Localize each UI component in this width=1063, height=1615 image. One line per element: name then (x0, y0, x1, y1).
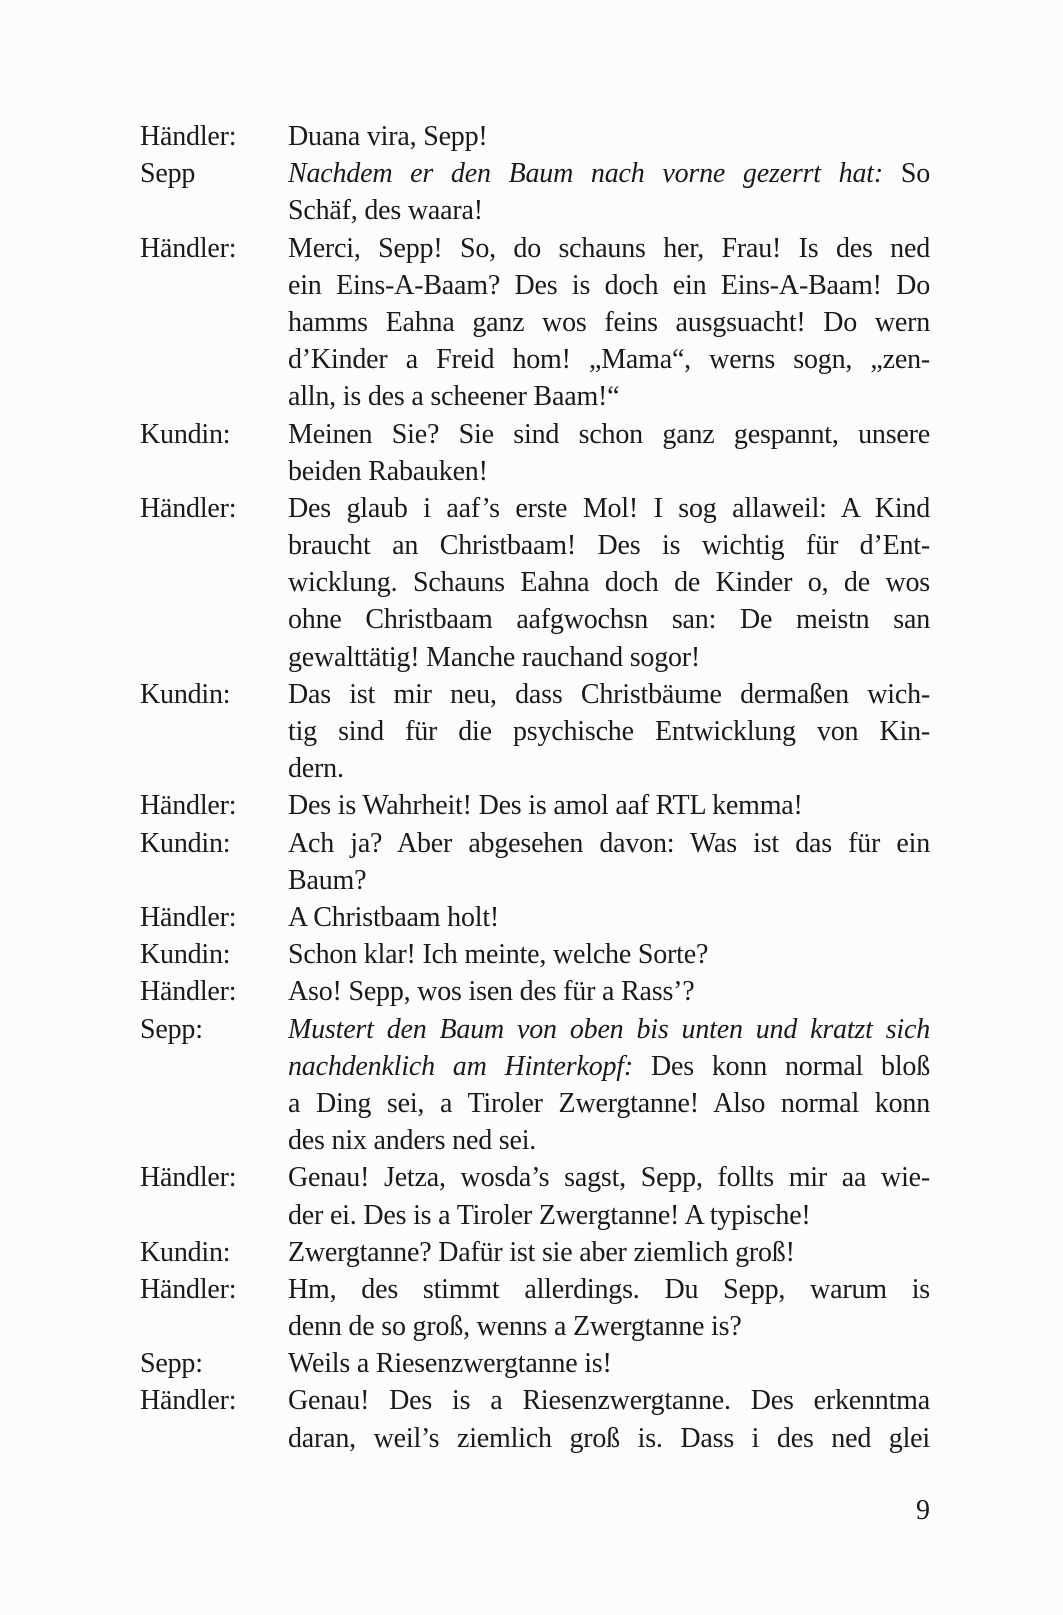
page-number: 9 (916, 1495, 930, 1526)
speech-text (288, 676, 930, 788)
dialogue-entry (140, 230, 930, 416)
text-line (288, 862, 930, 899)
dialogue-segment: ein Eins-A-Baam? Des is doch ein Eins-A-Baam! Do (288, 269, 930, 301)
dialogue-segment: a Ding sei, a Tiroler Zwergtanne! Also normal konn (288, 1087, 930, 1119)
dialogue-entry (140, 1345, 930, 1382)
dialogue-entry (140, 936, 930, 973)
dialogue-segment: denn de so groß, wenns a Zwergtanne is? (288, 1311, 742, 1343)
stage-direction: Nachdem er den Baum nach vorne gezerrt hat: (288, 158, 883, 190)
speaker-label: Händler: (140, 901, 237, 933)
dialogue-segment: beiden Rabauken! (288, 455, 488, 487)
dialogue-segment: Des is Wahrheit! Des is amol aaf RTL kemma! (288, 790, 803, 822)
text-line (288, 118, 930, 155)
text-line (288, 1271, 930, 1308)
speaker-label: Sepp (140, 158, 196, 190)
dialogue-segment: Hm, des stimmt allerdings. Du Sepp, warum is (288, 1273, 930, 1305)
text-line (288, 1011, 930, 1048)
speech-text (288, 825, 930, 899)
text-line (288, 1122, 930, 1159)
dialogue-segment: alln, is des a scheener Baam!“ (288, 381, 620, 413)
text-line (288, 750, 930, 787)
text-line (288, 973, 930, 1010)
speaker-label: Kundin: (140, 939, 231, 971)
speech-text (288, 416, 930, 490)
speech-text (288, 1271, 930, 1345)
speaker-label: Händler: (140, 492, 237, 524)
text-line (288, 1048, 930, 1085)
dialogue-segment: Aso! Sepp, wos isen des für a Rass’? (288, 976, 695, 1008)
dialogue-segment: Weils a Riesenzwergtanne is! (288, 1348, 612, 1380)
text-line (288, 1345, 930, 1382)
dialogue-segment: der ei. Des is a Tiroler Zwergtanne! A typische! (288, 1199, 811, 1231)
dialogue-segment: d’Kinder a Freid hom! „Mama“, werns sogn, „zen- (288, 344, 930, 376)
dialogue-entry (140, 973, 930, 1010)
speaker-label: Händler: (140, 1385, 237, 1417)
dialogue-entry (140, 1234, 930, 1271)
dialogue-segment: Genau! Des is a Riesenzwergtanne. Des erkenntma (288, 1385, 930, 1417)
text-line (288, 453, 930, 490)
dialogue-entry (140, 118, 930, 155)
dialogue-segment: Genau! Jetza, wosda’s sagst, Sepp, follts mir aa wie- (288, 1162, 930, 1194)
dialogue-segment: Schäf, des waara! (288, 195, 483, 227)
speaker-label: Händler: (140, 976, 237, 1008)
text-line (288, 304, 930, 341)
speaker-label: Händler: (140, 232, 237, 264)
speaker-label: Händler: (140, 1273, 237, 1305)
dialogue-entry (140, 825, 930, 899)
text-line (288, 416, 930, 453)
speech-text (288, 155, 930, 229)
text-line (288, 601, 930, 638)
dialogue-segment: Des glaub i aaf’s erste Mol! I sog allaweil: A Kind (288, 492, 930, 524)
dialogue-segment: Duana vira, Sepp! (288, 121, 488, 152)
dialogue-segment: braucht an Christbaam! Des is wichtig für d’Ent- (288, 530, 930, 562)
text-line (288, 1234, 930, 1271)
speaker-label: Sepp: (140, 1348, 203, 1380)
text-line (288, 490, 930, 527)
speech-text (288, 230, 930, 416)
text-line (288, 192, 930, 229)
dialogue-segment: Schon klar! Ich meinte, welche Sorte? (288, 939, 709, 971)
dialogue-segment: gewalttätig! Manche rauchand sogor! (288, 641, 701, 673)
dialogue-segment: hamms Eahna ganz wos feins ausgsuacht! Do wern (288, 306, 930, 338)
speech-text (288, 787, 930, 824)
speaker-label: Händler: (140, 1162, 237, 1194)
stage-direction: Mustert den Baum von oben bis unten und kratzt sich (288, 1013, 930, 1045)
dialogue-entry (140, 416, 930, 490)
dialogue (140, 118, 930, 1457)
dialogue-entry (140, 899, 930, 936)
speech-text (288, 1382, 930, 1456)
speaker-label: Händler: (140, 790, 237, 822)
dialogue-segment: Merci, Sepp! So, do schauns her, Frau! Is des ned (288, 232, 930, 264)
text-line (288, 936, 930, 973)
text-line (288, 787, 930, 824)
speech-text (288, 118, 930, 155)
dialogue-segment: Zwergtanne? Dafür ist sie aber ziemlich groß! (288, 1236, 795, 1268)
dialogue-entry (140, 490, 930, 676)
text-line (288, 564, 930, 601)
text-line (288, 713, 930, 750)
text-line (288, 1420, 930, 1457)
dialogue-entry (140, 1271, 930, 1345)
speech-text (288, 1345, 930, 1382)
text-line (288, 1197, 930, 1234)
text-line (288, 378, 930, 415)
speaker-label: Kundin: (140, 827, 231, 859)
speech-text (288, 973, 930, 1010)
speech-text (288, 1234, 930, 1271)
speech-text (288, 899, 930, 936)
speech-text (288, 1159, 930, 1233)
text-line (288, 1159, 930, 1196)
text-line (288, 1085, 930, 1122)
text-line (288, 230, 930, 267)
text-line (288, 527, 930, 564)
speaker-label: Kundin: (140, 418, 231, 450)
dialogue-segment: So (883, 158, 930, 190)
dialogue-segment: Meinen Sie? Sie sind schon ganz gespannt, unsere (288, 418, 930, 450)
dialogue-segment: Des konn normal bloß (633, 1050, 930, 1082)
stage-direction: nachdenklich am Hinterkopf: (288, 1050, 634, 1082)
text-line (288, 825, 930, 862)
text-line (288, 639, 930, 676)
speaker-label: Kundin: (140, 1236, 231, 1268)
dialogue-entry (140, 787, 930, 824)
dialogue-entry (140, 676, 930, 788)
text-line (288, 899, 930, 936)
speech-text (288, 936, 930, 973)
speech-text (288, 1011, 930, 1160)
text-line (288, 341, 930, 378)
dialogue-segment: wicklung. Schauns Eahna doch de Kinder o, de wos (288, 567, 930, 599)
dialogue-segment: ohne Christbaam aafgwochsn san: De meistn san (288, 604, 930, 636)
dialogue-segment: Ach ja? Aber abgesehen davon: Was ist das für ein (288, 827, 930, 859)
text-line (288, 155, 930, 192)
text-line (288, 676, 930, 713)
dialogue-entry (140, 1382, 930, 1456)
text-line (288, 1382, 930, 1419)
dialogue-segment: A Christbaam holt! (288, 901, 500, 933)
dialogue-entry (140, 1011, 930, 1160)
speaker-label: Händler: (140, 121, 237, 152)
dialogue-segment: daran, weil’s ziemlich groß is. Dass i des ned glei (288, 1422, 930, 1454)
dialogue-segment: tig sind für die psychische Entwicklung von Kin- (288, 716, 930, 748)
text-line (288, 267, 930, 304)
dialogue-segment: Das ist mir neu, dass Christbäume dermaßen wich- (288, 678, 930, 710)
speech-text (288, 490, 930, 676)
dialogue-segment: Baum? (288, 864, 367, 896)
speaker-label: Kundin: (140, 678, 231, 710)
dialogue-segment: des nix anders ned sei. (288, 1125, 537, 1157)
dialogue-entry (140, 1159, 930, 1233)
text-line (288, 1308, 930, 1345)
dialogue-segment: dern. (288, 753, 344, 785)
speaker-label: Sepp: (140, 1013, 203, 1045)
dialogue-entry (140, 155, 930, 229)
